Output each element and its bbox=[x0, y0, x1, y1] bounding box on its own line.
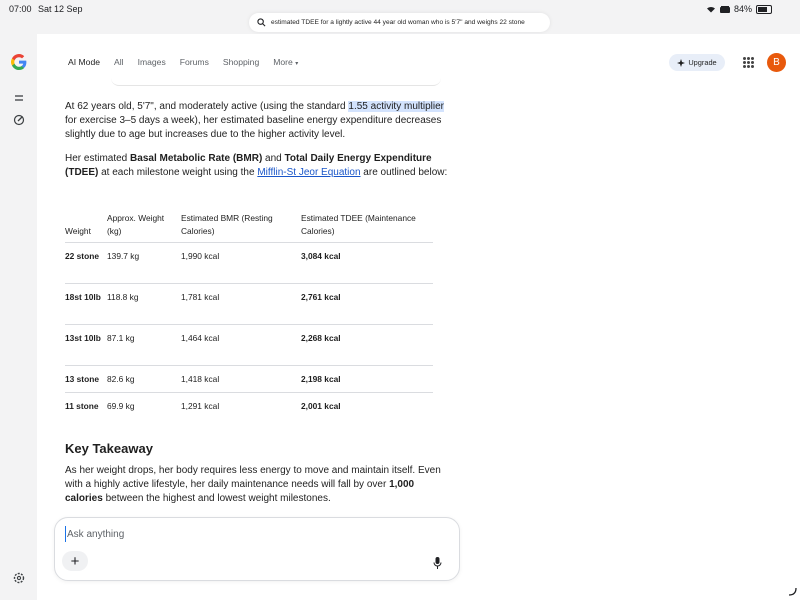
cell-kg: 139.7 kg bbox=[107, 243, 181, 284]
cell-tdee: 2,001 kcal bbox=[301, 401, 341, 411]
cell-weight: 13 stone bbox=[65, 366, 107, 393]
cell-kg: 87.1 kg bbox=[107, 325, 181, 366]
table-row bbox=[65, 366, 433, 393]
header-kg: Approx. Weight (kg) bbox=[107, 208, 181, 243]
upgrade-label: Upgrade bbox=[688, 58, 717, 67]
header-weight: Weight bbox=[65, 208, 107, 243]
cell-tdee: 2,268 kcal bbox=[301, 325, 433, 366]
search-tabs bbox=[68, 57, 312, 67]
cell-tdee: 2,761 kcal bbox=[301, 284, 433, 325]
table-row bbox=[65, 243, 433, 284]
tdee-term: Total Daily Energy Expenditure (TDEE) bbox=[65, 153, 432, 178]
cell-bmr: 1,418 kcal bbox=[181, 366, 301, 393]
microphone-icon[interactable] bbox=[433, 557, 442, 569]
battery-icon bbox=[756, 5, 772, 14]
tab-all[interactable]: All bbox=[114, 57, 124, 67]
table-header-row bbox=[65, 208, 433, 243]
cell-tdee: 2,198 kcal bbox=[301, 366, 433, 393]
milestone-table bbox=[65, 208, 433, 420]
tab-ai-mode[interactable]: AI Mode bbox=[68, 57, 101, 67]
search-query-pill[interactable] bbox=[249, 13, 550, 32]
cell-bmr: 1,990 kcal bbox=[181, 243, 301, 284]
estimates-text-1: Her estimated bbox=[65, 153, 131, 164]
tab-more[interactable] bbox=[273, 57, 298, 67]
tab-forums[interactable]: Forums bbox=[179, 57, 209, 67]
intro-text-2: for exercise 3–5 days a week), her estimated baseline energy expenditure decreases slightly due to age but increases due to the higher activity level. bbox=[65, 115, 442, 140]
cell-weight: 18st 10lb bbox=[65, 284, 107, 325]
table-row bbox=[65, 284, 433, 325]
cell-bmr: 1,781 kcal bbox=[181, 284, 301, 325]
cell-weight: 13st 10lb bbox=[65, 325, 107, 366]
google-g-logo[interactable] bbox=[11, 54, 27, 70]
cell-kg: 118.8 kg bbox=[107, 284, 181, 325]
key-takeaway-heading: Key Takeaway bbox=[65, 441, 153, 456]
takeaway-bold: 1,000 calories bbox=[65, 479, 415, 504]
battery-percent: 84% bbox=[733, 4, 752, 14]
new-chat-icon[interactable] bbox=[11, 112, 27, 128]
avatar[interactable]: B bbox=[767, 53, 786, 72]
takeaway-paragraph bbox=[65, 464, 450, 506]
ask-input[interactable] bbox=[65, 526, 367, 542]
cell-weight: 22 stone bbox=[65, 243, 107, 284]
header-tdee: Estimated TDEE (Maintenance Calories) bbox=[301, 208, 433, 243]
intro-text-1: At 62 years old, 5'7", and moderately active (using the standard bbox=[65, 101, 349, 112]
search-query-text: estimated TDEE for a lightly active 44 year old woman who is 5'7" and weighs 22 stone bbox=[271, 19, 525, 26]
intro-paragraph bbox=[65, 100, 450, 142]
previous-card-edge bbox=[111, 77, 441, 86]
wifi-icon bbox=[706, 5, 716, 13]
hamburger-menu-icon[interactable] bbox=[11, 90, 27, 106]
tab-images[interactable]: Images bbox=[137, 57, 166, 67]
chevron-down-icon: ▾ bbox=[295, 61, 299, 67]
bmr-term: Basal Metabolic Rate (BMR) bbox=[130, 153, 263, 164]
status-date: Sat 12 Sep bbox=[38, 4, 83, 14]
estimates-text-4: are outlined below: bbox=[360, 167, 448, 178]
gear-icon[interactable] bbox=[11, 570, 27, 586]
cell-bmr: 1,464 kcal bbox=[181, 325, 301, 366]
plus-icon: + bbox=[70, 552, 80, 570]
tab-shopping[interactable]: Shopping bbox=[222, 57, 260, 67]
status-time: 07:00 bbox=[9, 4, 32, 14]
mifflin-st-jeor-link[interactable]: Mifflin-St Jeor Equation bbox=[257, 167, 361, 178]
table-row bbox=[65, 393, 433, 420]
estimates-text-3: at each milestone weight using the bbox=[98, 167, 258, 178]
search-icon bbox=[257, 18, 266, 27]
table-row bbox=[65, 325, 433, 366]
ask-box bbox=[54, 517, 460, 581]
activity-multiplier-highlight: 1.55 activity multiplier bbox=[348, 101, 444, 112]
sparkle-icon bbox=[677, 59, 685, 67]
takeaway-text-1: As her weight drops, her body requires less energy to move and maintain itself. Even with a highly active lifestyle, her daily maintenance needs will fall by over bbox=[65, 465, 441, 490]
upgrade-button[interactable] bbox=[669, 54, 725, 71]
plus-button[interactable] bbox=[62, 551, 88, 571]
takeaway-text-2: between the highest and lowest weight milestones. bbox=[102, 493, 331, 504]
cell-kg: 82.6 kg bbox=[107, 366, 181, 393]
estimates-text-2: and bbox=[262, 153, 285, 164]
status-indicators bbox=[706, 4, 772, 14]
left-rail bbox=[0, 34, 37, 600]
card-icon bbox=[720, 6, 730, 13]
cell-bmr: 1,291 kcal bbox=[181, 401, 220, 411]
scroll-indicator-icon bbox=[788, 586, 798, 596]
estimates-paragraph bbox=[65, 152, 450, 180]
cell-kg: 69.9 kg bbox=[107, 401, 135, 411]
tab-more-label: More bbox=[273, 57, 293, 67]
cell-weight: 11 stone bbox=[65, 401, 99, 411]
cell-tdee: 3,084 kcal bbox=[301, 243, 433, 284]
header-bmr: Estimated BMR (Resting Calories) bbox=[181, 208, 301, 243]
main-panel bbox=[37, 34, 800, 600]
apps-grid-icon[interactable] bbox=[743, 57, 754, 68]
